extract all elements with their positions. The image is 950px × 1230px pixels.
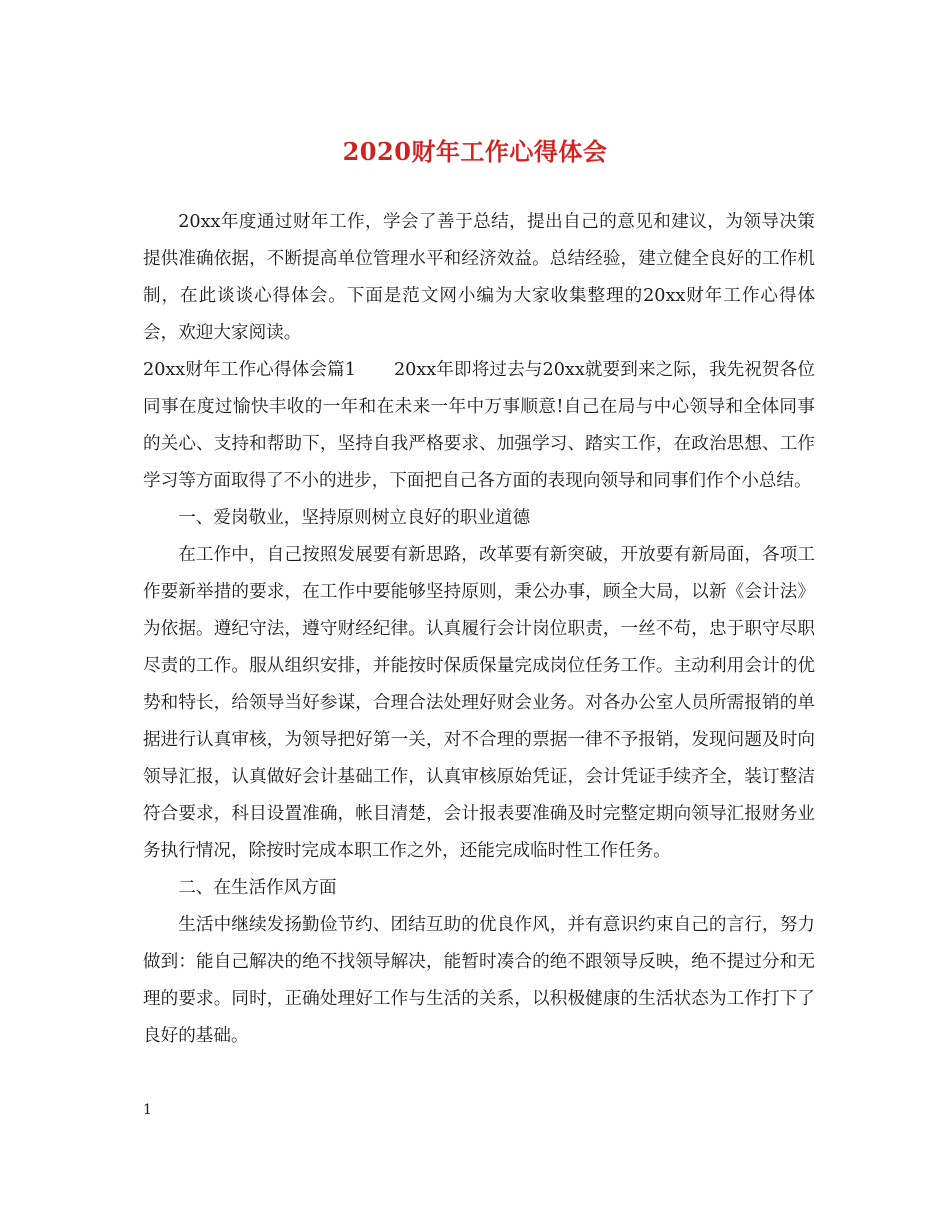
- section-1-paragraph: 在工作中，自己按照发展要有新思路，改革要有新突破，开放要有新局面，各项工作要新举措的要求，在工作中要能够坚持原则，秉公办事，顾全大局，以新《会计法》为依据。遵纪守法，遵守财经纪律。认真履行会计岗位职责，一丝不苟，忠于职守尽职尽责的工作。服从组织安排，并能按时保质保量完成岗位任务工作。主动利用会计的优势和特长，给领导当好参谋，合理合法处理好财会业务。对各办公室人员所需报销的单据进行认真审核，为领导把好第一关，对不合理的票据一律不予报销，发现问题及时向领导汇报，认真做好会计基础工作，认真审核原始凭证，会计凭证手续齐全，装订整洁符合要求，科目设置准确，帐目清楚，会计报表要准确及时完整定期向领导汇报财务业务执行情况，除按时完成本职工作之外，还能完成临时性工作任务。: [143, 545, 815, 861]
- section-1-heading: 一、爱岗敬业，坚持原则树立良好的职业道德: [178, 508, 531, 528]
- article-opening-paragraph: [143, 352, 815, 500]
- article-opening-text: 20xx年即将过去与20xx就要到来之际，我先祝贺各位同事在度过愉快丰收的一年和在未来一年中万事顺意!自己在局与中心领导和全体同事的关心、支持和帮助下，坚持自我严格要求、加强学习、踏实工作，在政治思想、工作学习等方面取得了不小的进步，下面把自己各方面的表现向领导和同事们作个小总结。: [143, 360, 815, 491]
- document-body: [143, 204, 815, 1055]
- intro-paragraph: 20xx年度通过财年工作，学会了善于总结，提出自己的意见和建议，为领导决策提供准确依据，不断提高单位管理水平和经济效益。总结经验，建立健全良好的工作机制，在此谈谈心得体会。下面是范文网小编为大家收集整理的20xx财年工作心得体会，欢迎大家阅读。: [143, 212, 815, 343]
- section-2-heading: 二、在生活作风方面: [178, 878, 337, 898]
- section-2-paragraph: 生活中继续发扬勤俭节约、团结互助的优良作风，并有意识约束自己的言行，努力做到：能自己解决的绝不找领导解决，能暂时凑合的绝不跟领导反映，绝不提过分和无理的要求。同时，正确处理好工作与生活的关系，以积极健康的生活状态为工作打下了良好的基础。: [143, 915, 815, 1046]
- document-title: 2020财年工作心得体会: [342, 137, 608, 166]
- article-heading: 20xx财年工作心得体会篇1: [143, 360, 356, 380]
- page-number: 1: [143, 1102, 152, 1118]
